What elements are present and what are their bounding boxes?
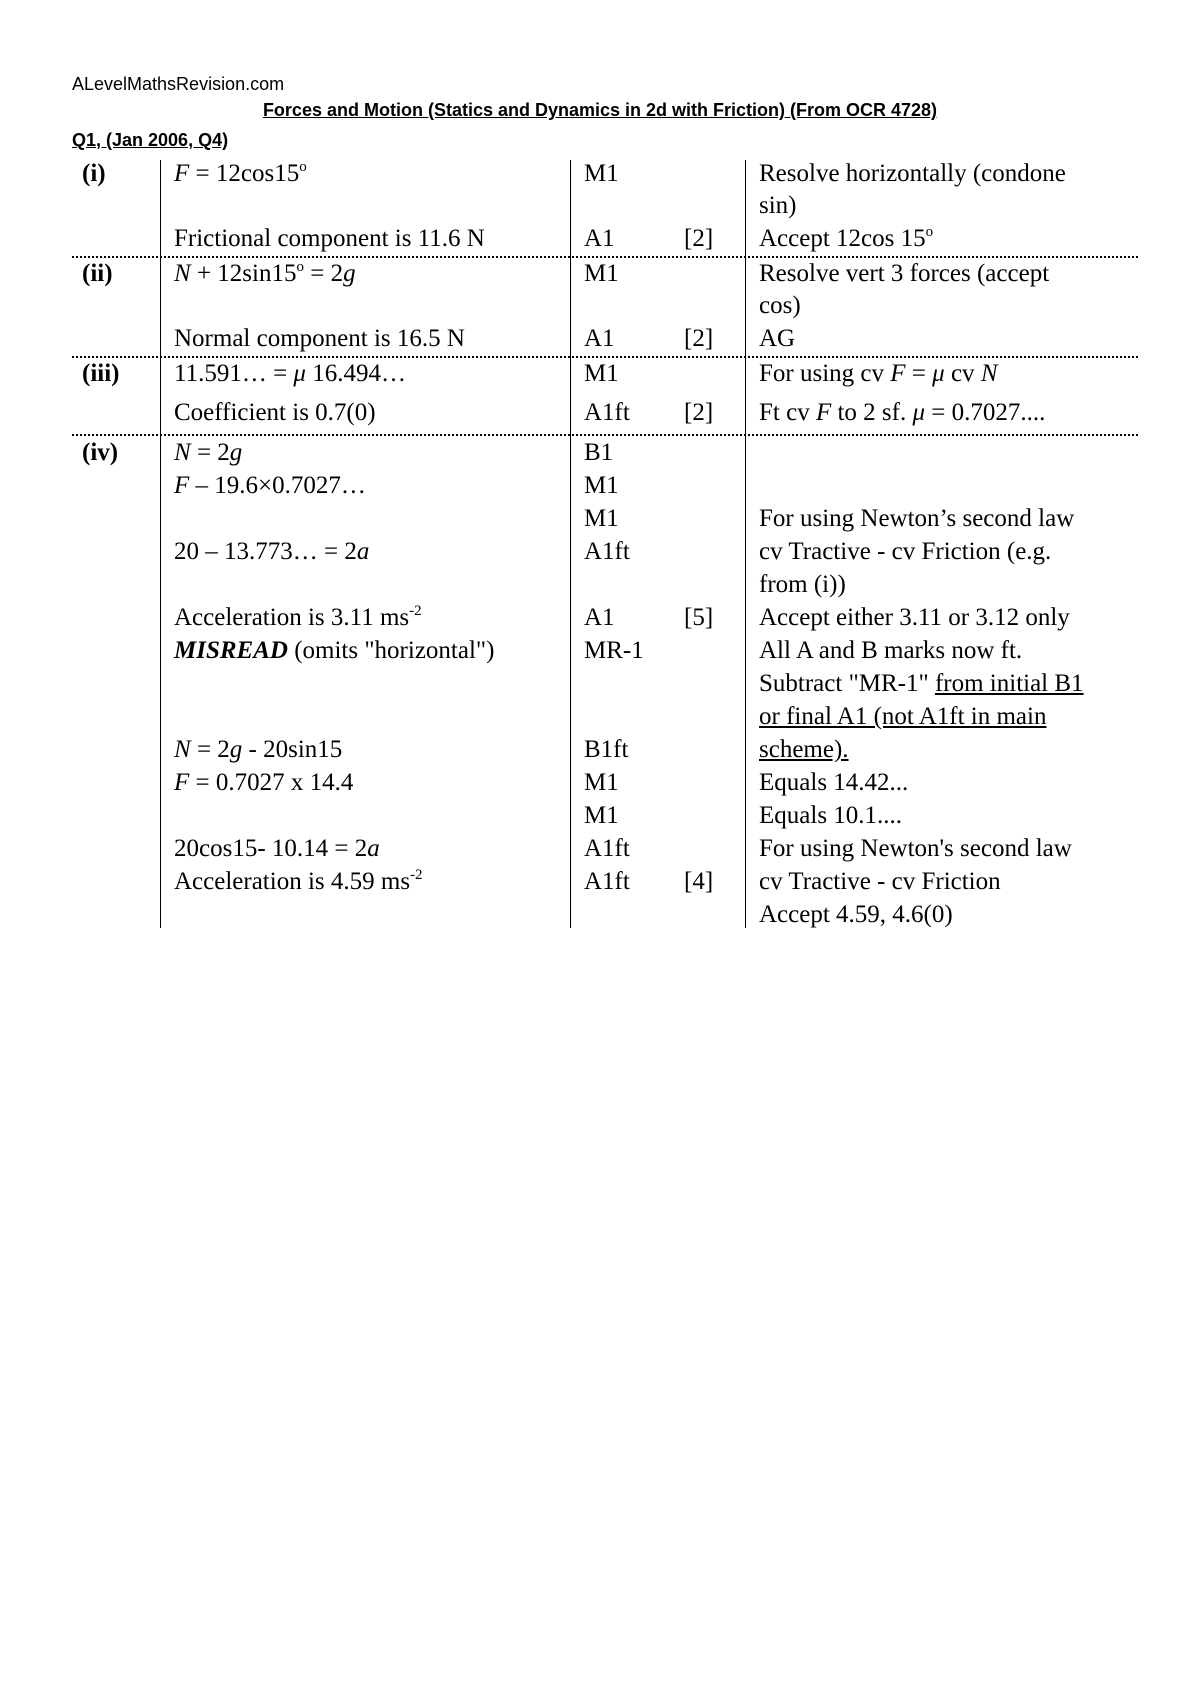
working-line: $F = 12\cos 15^o$ [174, 159, 307, 187]
working-line: F = 0.7027 x 14.4 [174, 769, 354, 796]
separator-ii-iii [72, 356, 1138, 358]
working-line: 11.591… = μ 16.494… [174, 360, 406, 387]
working-line: Acceleration is 3.11 $ms^{-2}$ [174, 603, 422, 631]
mark-total: [5] [684, 604, 714, 631]
working-line: Coefficient is 0.7(0) [174, 399, 376, 426]
note-line: Equals 14.42... [759, 769, 909, 796]
mark-code: M1 [584, 505, 619, 532]
note-line: from (i)) [759, 571, 846, 598]
working-line: N = 2g [174, 439, 243, 466]
note-line: cv Tractive - cv Friction (e.g. [759, 538, 1052, 565]
note-line: cv Tractive - cv Friction [759, 868, 1001, 895]
mark-code: A1ft [584, 868, 630, 895]
note-line: For using cv F = μ cv N [759, 360, 998, 387]
note-line: sin) [759, 192, 797, 219]
mark-total: [4] [684, 868, 714, 895]
note-line: Resolve vert 3 forces (accept [759, 260, 1050, 287]
part-label-iv: (iv) [82, 439, 119, 466]
note-line: cos) [759, 292, 801, 319]
mark-code: M1 [584, 472, 619, 499]
mark-code: M1 [584, 260, 619, 287]
note-line: Accept 4.59, 4.6(0) [759, 901, 953, 928]
part-label-i: (i) [82, 160, 106, 187]
site-name: ALevelMathsRevision.com [72, 74, 285, 94]
working-line: 20cos15- 10.14 = 2a [174, 835, 380, 862]
note-line: All A and B marks now ft. [759, 637, 1023, 664]
column-rule-working [160, 160, 161, 928]
working-line: MISREAD (omits "horizontal") [174, 637, 495, 664]
mark-code: M1 [584, 802, 619, 829]
working-line: Frictional component is 11.6 N [174, 225, 485, 252]
note-line: For using Newton’s second law [759, 505, 1075, 532]
mark-code: M1 [584, 769, 619, 796]
working-line: N = 2g - 20sin15 [174, 736, 343, 763]
note-line: AG [759, 325, 796, 352]
mark-code: A1 [584, 325, 615, 352]
note-line: Subtract "MR-1" from initial B1 [759, 670, 1084, 697]
mark-total: [2] [684, 399, 714, 426]
note-line: Accept 12cos 15$^o$ [759, 224, 934, 252]
column-rule-marks [570, 160, 571, 928]
question-reference: Q1, (Jan 2006, Q4) [72, 130, 229, 150]
working-line: 20 – 13.773… = 2a [174, 538, 370, 565]
separator-iii-iv [72, 434, 1138, 436]
mark-code: M1 [584, 360, 619, 387]
note-line: scheme). [759, 736, 849, 763]
mark-code: A1ft [584, 835, 630, 862]
working-line: Acceleration is 4.59 $ms^{-2}$ [174, 867, 423, 895]
mark-code: A1ft [584, 399, 630, 426]
part-label-ii: (ii) [82, 260, 113, 287]
mark-code: B1ft [584, 736, 629, 763]
mark-code: M1 [584, 160, 619, 187]
working-line: $N + 12\sin 15^o = 2g$ [174, 259, 356, 287]
mark-code: B1 [584, 439, 614, 466]
document-title: Forces and Motion (Statics and Dynamics in 2d with Friction) (From OCR 4728) [262, 100, 938, 120]
working-line: Normal component is 16.5 N [174, 325, 465, 352]
mark-total: [2] [684, 225, 714, 252]
note-line: or final A1 (not A1ft in main [759, 703, 1047, 730]
note-line: For using Newton's second law [759, 835, 1072, 862]
note-line: Accept either 3.11 or 3.12 only [759, 604, 1070, 631]
separator-i-ii [72, 256, 1138, 258]
column-rule-notes [745, 160, 746, 928]
mark-total: [2] [684, 325, 714, 352]
mark-code: MR-1 [584, 637, 644, 664]
mark-code: A1ft [584, 538, 630, 565]
part-label-iii: (iii) [82, 360, 120, 387]
note-line: Equals 10.1.... [759, 802, 903, 829]
working-line: F – 19.6×0.7027… [174, 472, 366, 499]
mark-code: A1 [584, 225, 615, 252]
note-line: Resolve horizontally (condone [759, 160, 1066, 187]
mark-code: A1 [584, 604, 615, 631]
note-line: Ft cv F to 2 sf. μ = 0.7027.... [759, 399, 1046, 426]
